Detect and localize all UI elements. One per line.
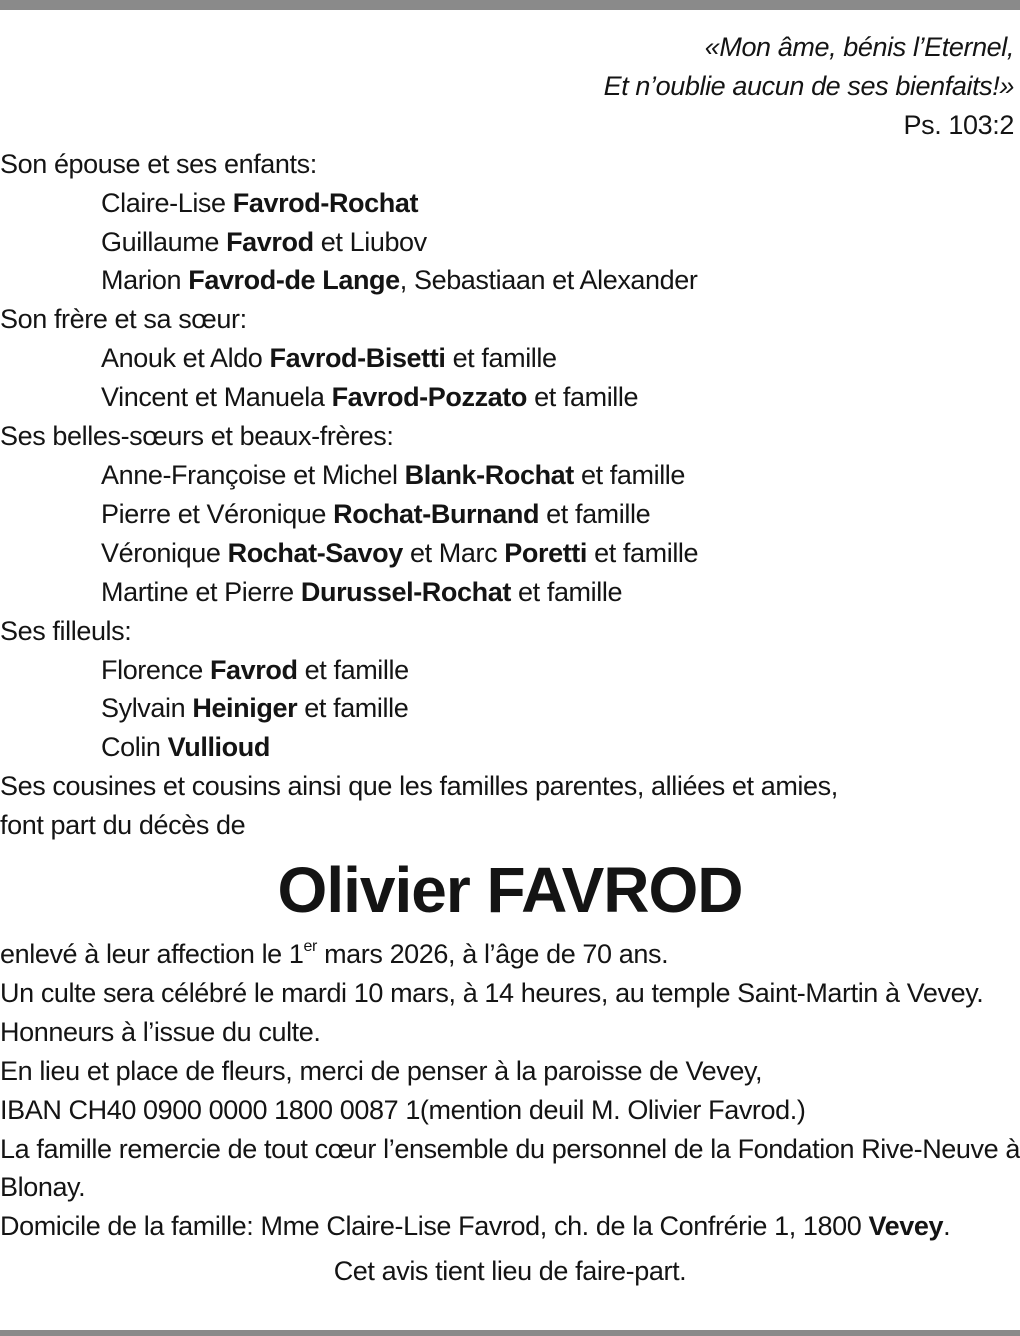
- quote-line-1: «Mon âme, bénis l’Eternel,: [704, 32, 1014, 62]
- section-heading-siblings: Son frère et sa sœur:: [0, 304, 247, 335]
- honours-info: Honneurs à l’issue du culte.: [0, 1016, 321, 1047]
- announcement-line-1: Ses cousines et cousins ainsi que les familles parentes, alliées et amies,: [0, 771, 838, 802]
- family-member: Anouk et Aldo Favrod-Bisetti et famille: [101, 343, 557, 374]
- thanks-info: La famille remercie de tout cœur l’ensemble du personnel de la Fondation Rive-Neuve à Blonay.: [0, 1133, 1020, 1203]
- top-rule: [0, 0, 1020, 10]
- family-member: Guillaume Favrod et Liubov: [101, 226, 427, 257]
- family-address: Domicile de la famille: Mme Claire-Lise Favrod, ch. de la Confrérie 1, 1800 Vevey.: [0, 1211, 951, 1242]
- family-member: Anne-Françoise et Michel Blank-Rochat et famille: [101, 459, 686, 490]
- death-date: enlevé à leur affection le 1er mars 2026, à l’âge de 70 ans.: [0, 938, 669, 970]
- family-member: Vincent et Manuela Favrod-Pozzato et famille: [101, 382, 639, 413]
- quote-reference: Ps. 103:2: [903, 109, 1014, 140]
- flowers-info: En lieu et place de fleurs, merci de penser à la paroisse de Vevey,: [0, 1055, 763, 1086]
- bottom-rule: [0, 1330, 1020, 1336]
- deceased-name: Olivier FAVROD: [277, 854, 743, 927]
- announcement-line-2: font part du décès de: [0, 810, 246, 841]
- closing-note: Cet avis tient lieu de faire-part.: [333, 1256, 687, 1287]
- family-member: Claire-Lise Favrod-Rochat: [101, 187, 419, 218]
- iban-info: IBAN CH40 0900 0000 1800 0087 1(mention deuil M. Olivier Favrod.): [0, 1094, 806, 1125]
- family-member: Martine et Pierre Durussel-Rochat et famille: [101, 576, 623, 607]
- family-member: Véronique Rochat-Savoy et Marc Poretti et famille: [101, 537, 699, 568]
- section-heading-inlaws: Ses belles-sœurs et beaux-frères:: [0, 421, 394, 452]
- family-member: Marion Favrod-de Lange, Sebastiaan et Alexander: [101, 265, 698, 296]
- family-member: Sylvain Heiniger et famille: [101, 693, 409, 724]
- family-member: Colin Vullioud: [101, 732, 270, 763]
- section-heading-spouse: Son épouse et ses enfants:: [0, 148, 317, 179]
- family-member: Pierre et Véronique Rochat-Burnand et famille: [101, 498, 651, 529]
- quote-line-2: Et n’oublie aucun de ses bienfaits!»: [603, 70, 1014, 101]
- service-info: Un culte sera célébré le mardi 10 mars, à 14 heures, au temple Saint-Martin à Vevey.: [0, 977, 984, 1008]
- section-heading-godchildren: Ses filleuls:: [0, 615, 132, 646]
- family-member: Florence Favrod et famille: [101, 654, 409, 685]
- death-notice: [0, 28, 1020, 1291]
